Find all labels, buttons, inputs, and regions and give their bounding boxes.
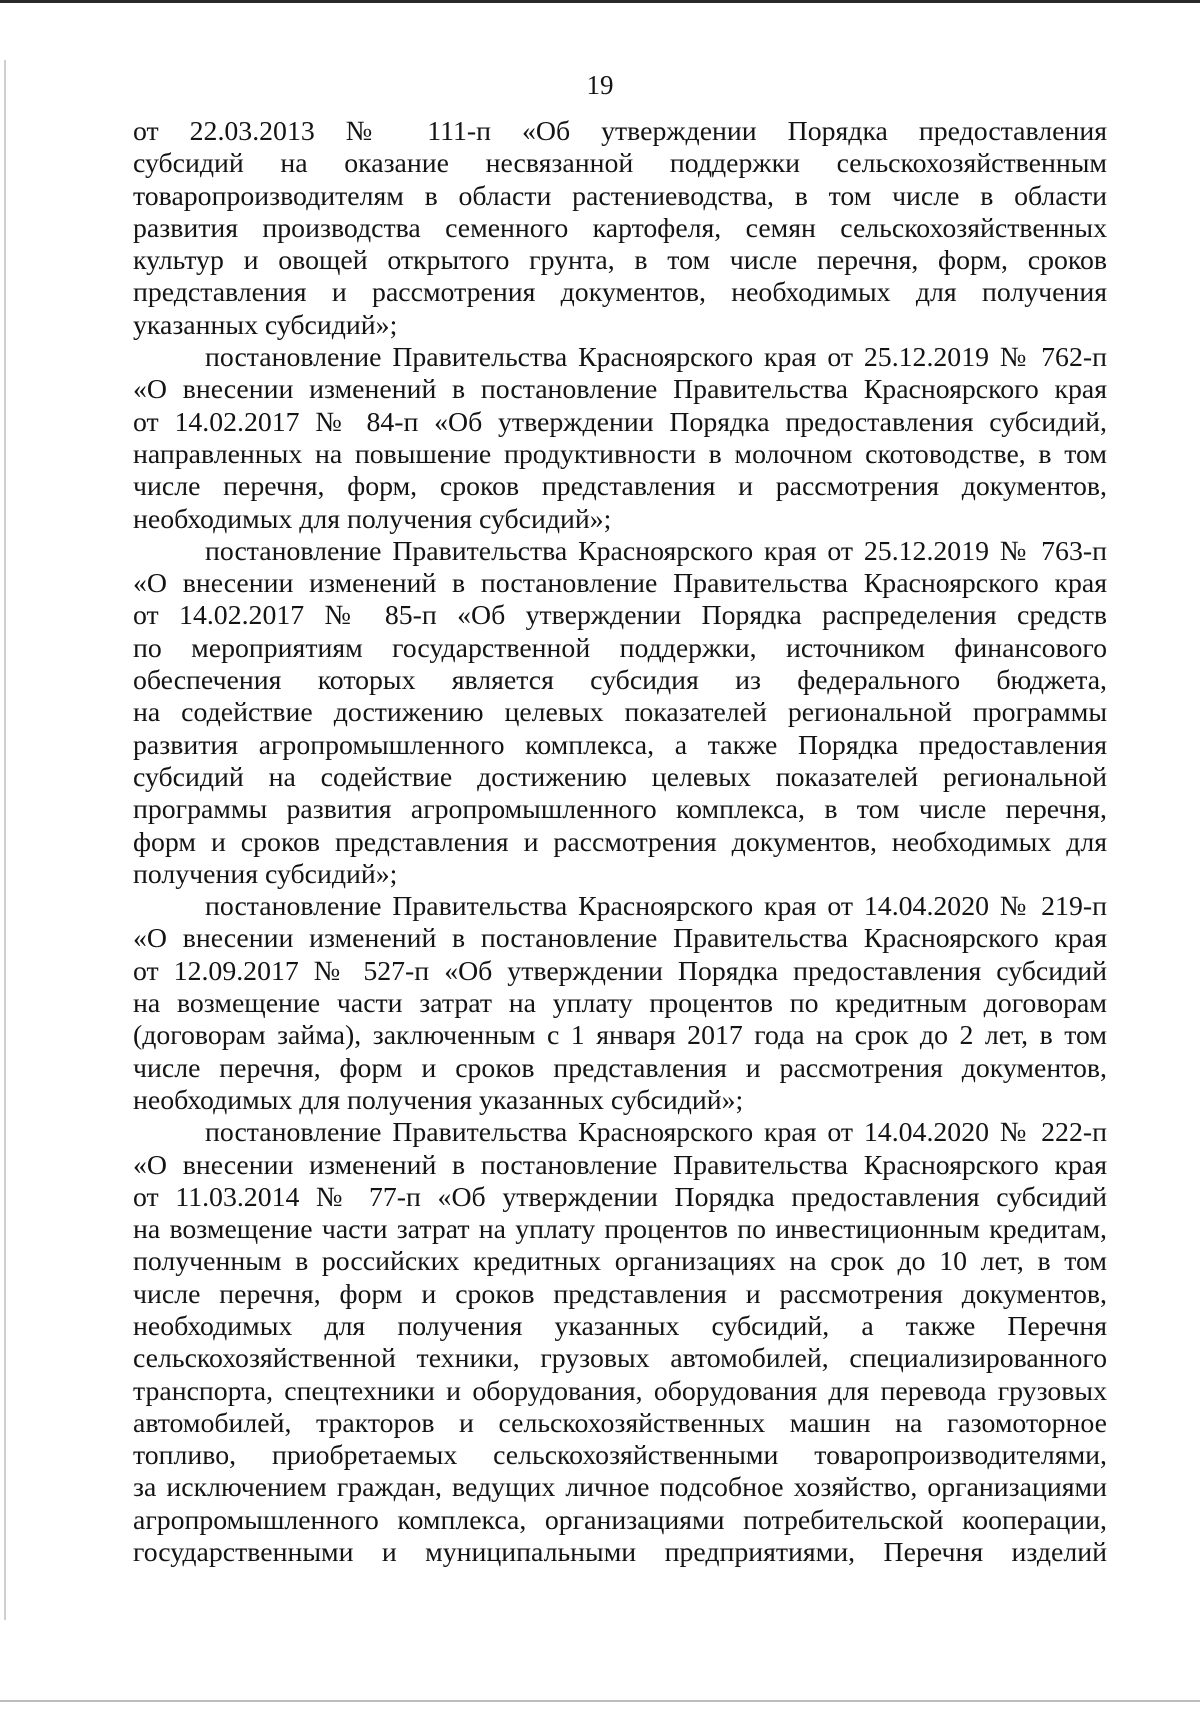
text-line: сельскохозяйственной техники, грузовых автомобилей, специализированного	[133, 1343, 1107, 1375]
text-line: «О внесении изменений в постановление Правительства Красноярского края	[133, 1149, 1107, 1181]
text-line: указанных субсидий»;	[133, 309, 398, 341]
text-line: субсидий на содействие достижению целевых показателей региональной	[133, 761, 1107, 793]
paragraph	[133, 1117, 1107, 1569]
text-line: автомобилей, тракторов и сельскохозяйственных машин на газомоторное	[133, 1407, 1107, 1439]
text-line: развития агропромышленного комплекса, а также Порядка предоставления	[133, 729, 1107, 761]
text-line: постановление Правительства Красноярского края от 25.12.2019 № 763-п	[205, 535, 1107, 567]
text-line: «О внесении изменений в постановление Правительства Красноярского края	[133, 923, 1107, 955]
text-line: на возмещение части затрат на уплату процентов по кредитным договорам	[133, 988, 1107, 1020]
text-line: (договорам займа), заключенным с 1 января 2017 года на срок до 2 лет, в том	[133, 1020, 1107, 1052]
text-line: числе перечня, форм, сроков представления и рассмотрения документов,	[133, 471, 1107, 503]
paragraph	[133, 536, 1107, 891]
text-line: обеспечения которых является субсидия из федерального бюджета,	[133, 665, 1107, 697]
text-line: представления и рассмотрения документов, необходимых для получения	[133, 277, 1107, 309]
scan-bottom-edge	[0, 1700, 1200, 1702]
text-line: необходимых для получения указанных субсидий»;	[133, 1084, 744, 1116]
text-line: направленных на повышение продуктивности в молочном скотоводстве, в том	[133, 438, 1107, 470]
text-line: агропромышленного комплекса, организациями потребительской кооперации,	[133, 1504, 1107, 1536]
text-line: числе перечня, форм и сроков представления и рассмотрения документов,	[133, 1278, 1107, 1310]
text-line: программы развития агропромышленного комплекса, в том числе перечня,	[133, 794, 1107, 826]
text-line: по мероприятиям государственной поддержки, источником финансового	[133, 632, 1107, 664]
text-line: необходимых для получения субсидий»;	[133, 503, 612, 535]
text-line: от 12.09.2017 № 527-п «Об утверждении Порядка предоставления субсидий	[133, 955, 1107, 987]
text-line: за исключением граждан, ведущих личное подсобное хозяйство, организациями	[133, 1472, 1107, 1504]
text-line: постановление Правительства Красноярского края от 25.12.2019 № 762-п	[205, 342, 1107, 374]
text-line: постановление Правительства Красноярского края от 14.04.2020 № 222-п	[205, 1117, 1107, 1149]
scan-left-edge	[4, 60, 6, 1620]
text-line: топливо, приобретаемых сельскохозяйственными товаропроизводителями,	[133, 1440, 1107, 1472]
text-line: государственными и муниципальными предприятиями, Перечня изделий	[133, 1537, 1107, 1569]
text-line: от 22.03.2013 № 111-п «Об утверждении Порядка предоставления	[133, 116, 1107, 147]
text-line: от 11.03.2014 № 77-п «Об утверждении Порядка предоставления субсидий	[133, 1181, 1107, 1213]
text-line: числе перечня, форм и сроков представления и рассмотрения документов,	[133, 1052, 1107, 1084]
paragraph	[133, 116, 1107, 342]
text-line: транспорта, спецтехники и оборудования, оборудования для перевода грузовых	[133, 1375, 1107, 1407]
text-line: постановление Правительства Красноярского края от 14.04.2020 № 219-п	[205, 891, 1107, 923]
scan-top-edge	[0, 0, 1200, 3]
text-line: необходимых для получения указанных субсидий, а также Перечня	[133, 1310, 1107, 1342]
text-line: от 14.02.2017 № 84-п «Об утверждении Порядка предоставления субсидий,	[133, 406, 1107, 438]
text-line: товаропроизводителям в области растениеводства, в том числе в области	[133, 180, 1107, 212]
text-line: форм и сроков представления и рассмотрения документов, необходимых для	[133, 826, 1107, 858]
text-line: культур и овощей открытого грунта, в том числе перечня, форм, сроков	[133, 245, 1107, 277]
document-body	[133, 116, 1107, 1569]
paragraph	[133, 891, 1107, 1117]
text-line: полученным в российских кредитных организациях на срок до 10 лет, в том	[133, 1246, 1107, 1278]
text-line: на возмещение части затрат на уплату процентов по инвестиционным кредитам,	[133, 1214, 1107, 1246]
text-line: от 14.02.2017 № 85-п «Об утверждении Порядка распределения средств	[133, 600, 1107, 632]
text-line: субсидий на оказание несвязанной поддержки сельскохозяйственным	[133, 148, 1107, 180]
text-line: «О внесении изменений в постановление Правительства Красноярского края	[133, 568, 1107, 600]
text-line: на содействие достижению целевых показателей региональной программы	[133, 697, 1107, 729]
text-line: получения субсидий»;	[133, 858, 398, 890]
paragraph	[133, 342, 1107, 536]
text-line: развития производства семенного картофеля, семян сельскохозяйственных	[133, 212, 1107, 244]
page-number: 19	[586, 70, 614, 100]
text-line: «О внесении изменений в постановление Правительства Красноярского края	[133, 374, 1107, 406]
